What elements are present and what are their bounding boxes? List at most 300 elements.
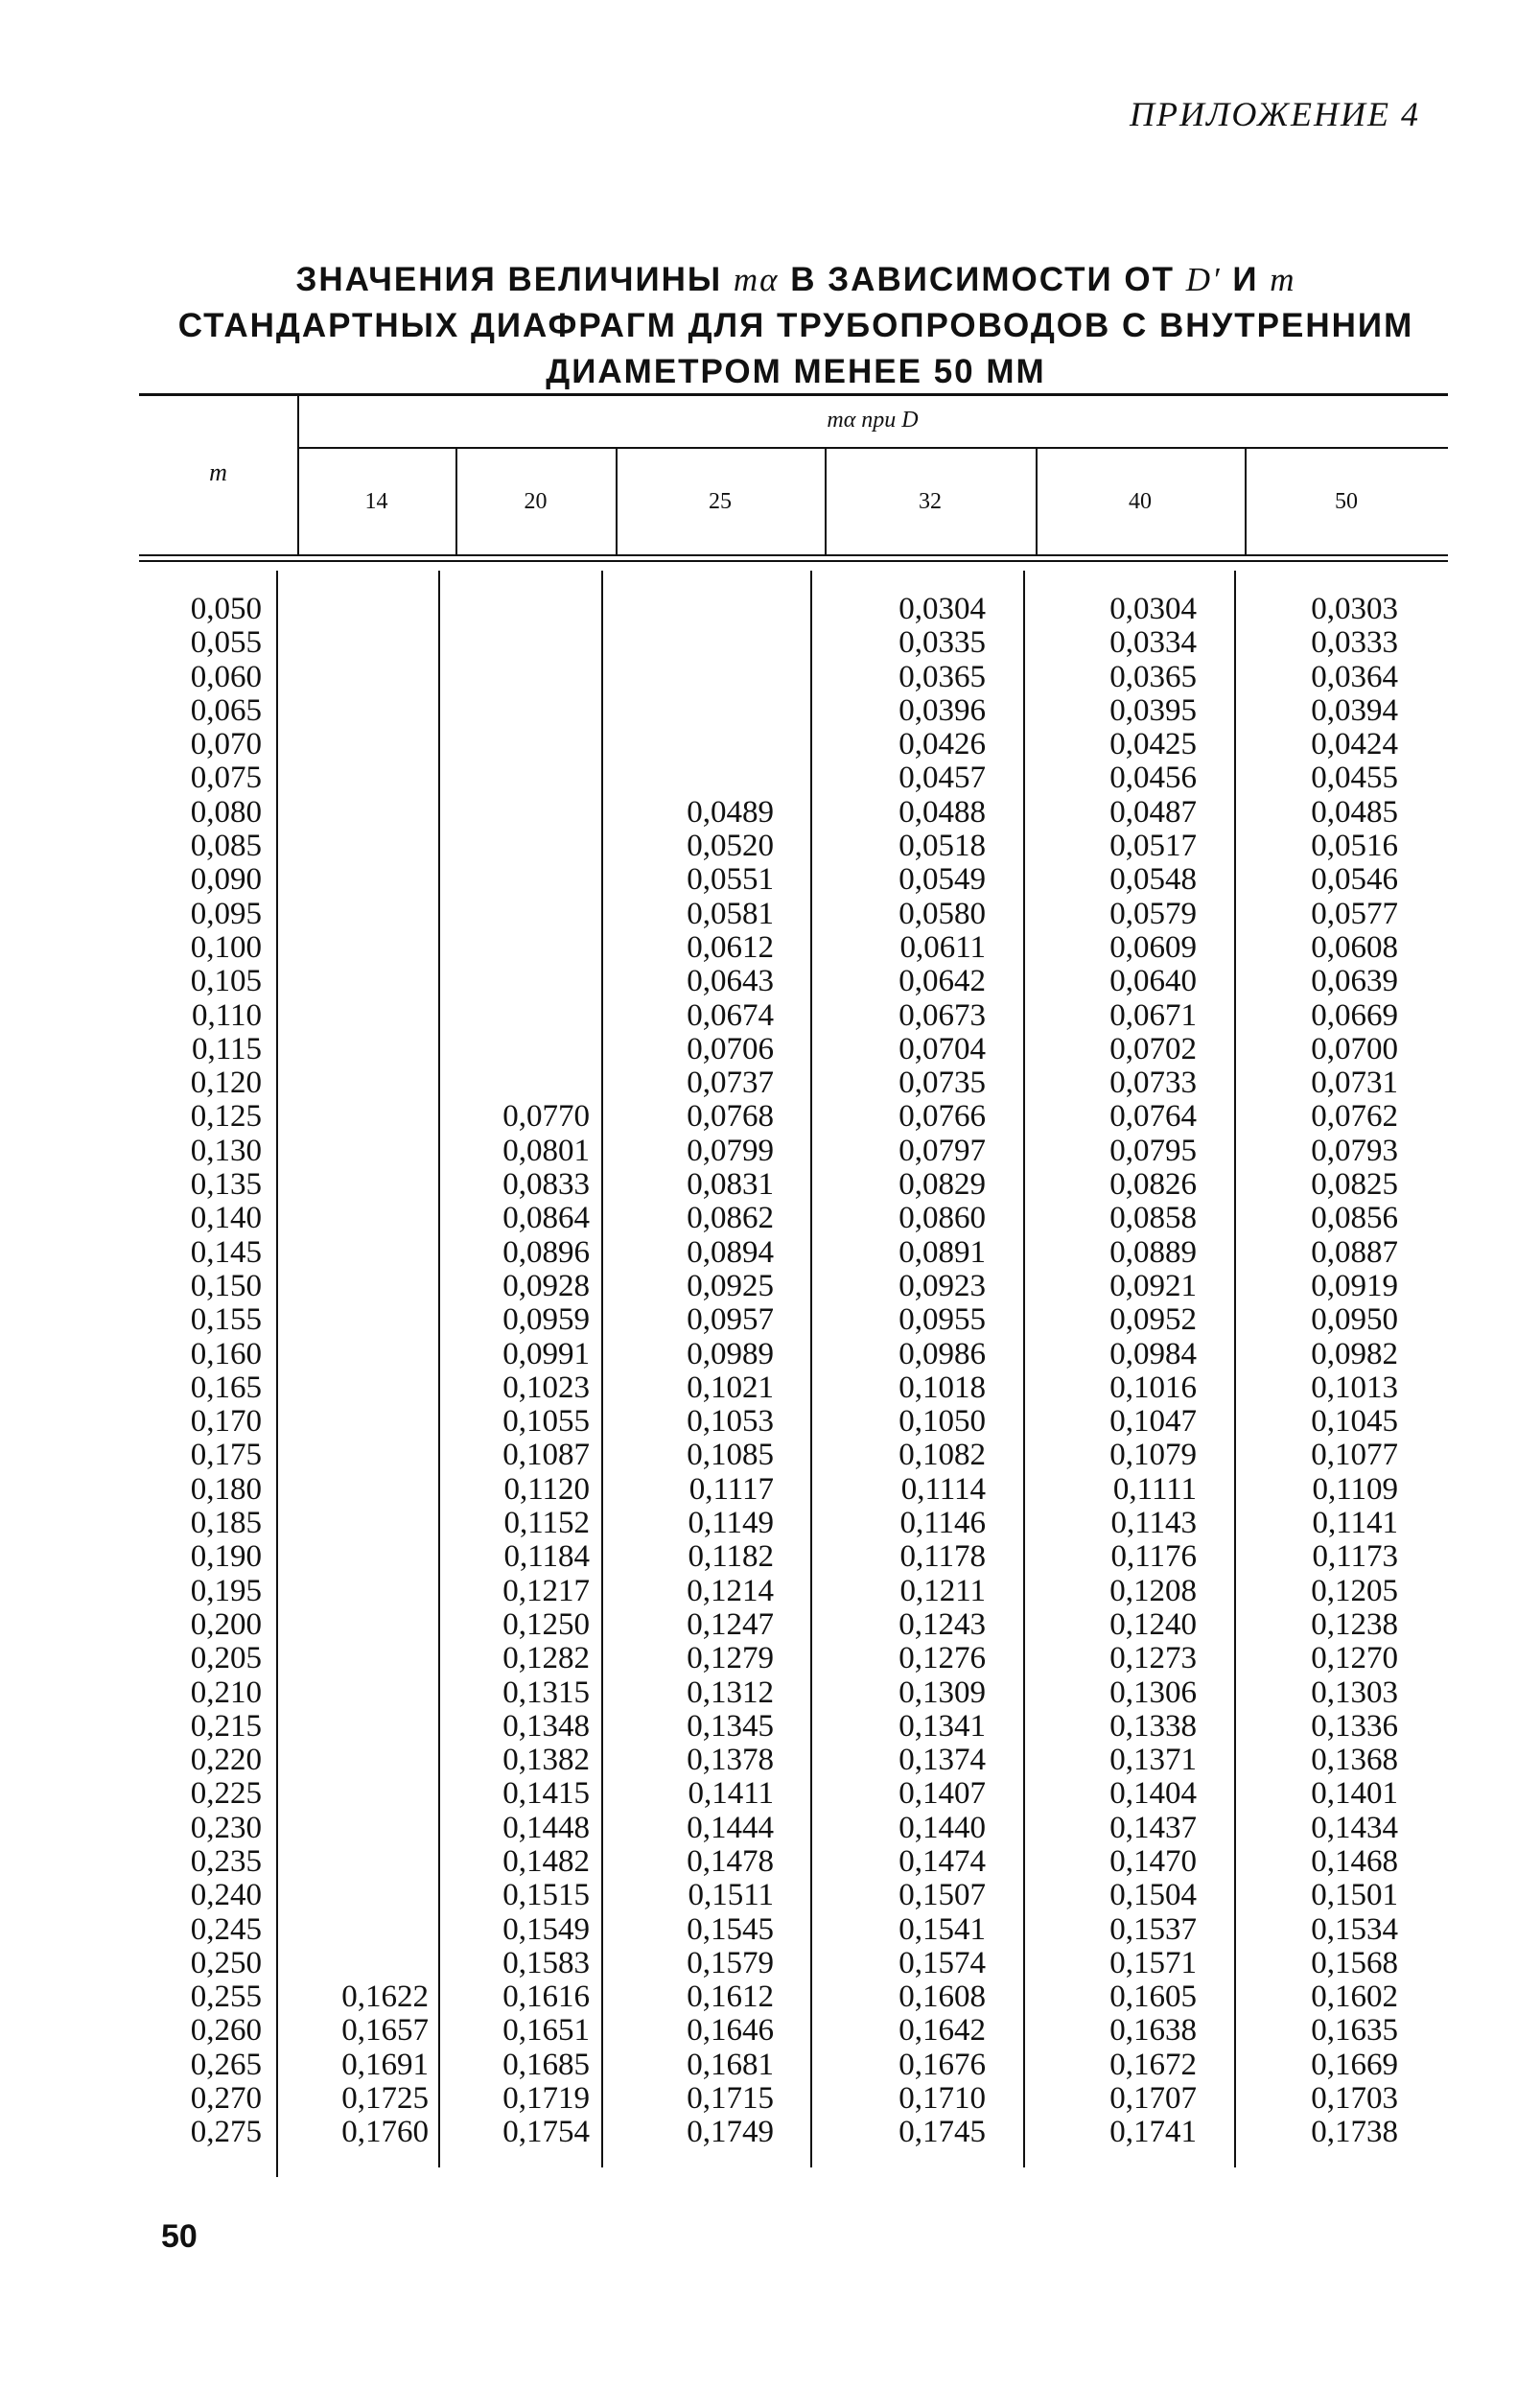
table-cell: 0,1146 (899, 1506, 986, 1541)
column-header-32: 32 (919, 489, 942, 514)
table-cell: 0,0735 (898, 1066, 986, 1101)
table-cell: 0,1211 (899, 1573, 986, 1608)
table-cell (304, 728, 429, 761)
table-cell: 0,215 (190, 1708, 262, 1744)
table-cell: 0,0737 (687, 1066, 774, 1101)
table-cell: 0,1760 (341, 2115, 429, 2150)
table-cell: 0,0955 (898, 1302, 986, 1338)
table-cell (304, 1135, 429, 1168)
table-cell: 0,1482 (502, 1843, 590, 1879)
column-14 (304, 593, 429, 2150)
table-cell: 0,1691 (341, 2047, 429, 2082)
data-table (139, 393, 1448, 2177)
table-cell: 0,0577 (1311, 896, 1398, 931)
table-cell (460, 626, 590, 660)
table-cell (623, 593, 774, 626)
table-cell: 0,0959 (502, 1302, 590, 1338)
table-cell: 0,0700 (1311, 1031, 1398, 1066)
table-cell: 0,1537 (1109, 1911, 1197, 1947)
table-cell: 0,1053 (687, 1404, 774, 1440)
table-cell: 0,115 (191, 1031, 262, 1066)
table-cell: 0,0489 (687, 794, 774, 830)
table-cell: 0,1725 (341, 2081, 429, 2117)
table-cell: 0,0365 (1109, 659, 1197, 694)
table-cell (623, 661, 774, 694)
table-cell: 0,0793 (1311, 1133, 1398, 1168)
table-cell: 0,1622 (341, 1979, 429, 2015)
table-cell: 0,1282 (502, 1641, 590, 1676)
table-cell (304, 1033, 429, 1066)
table-cell (304, 1100, 429, 1134)
table-cell: 0,1707 (1109, 2081, 1197, 2117)
table-cell: 0,0639 (1311, 964, 1398, 999)
table-cell (304, 1710, 429, 1744)
table-cell: 0,1306 (1109, 1675, 1197, 1710)
body-divider (438, 571, 440, 2167)
table-cell: 0,1050 (898, 1404, 986, 1440)
table-cell (460, 1033, 590, 1066)
table-cell: 0,1754 (502, 2115, 590, 2150)
table-cell: 0,0925 (687, 1268, 774, 1303)
table-cell: 0,1315 (502, 1675, 590, 1710)
table-cell (460, 863, 590, 897)
table-cell: 0,1407 (898, 1776, 986, 1812)
table-cell: 0,0889 (1109, 1234, 1197, 1270)
column-25 (623, 593, 774, 2150)
table-cell: 0,1217 (502, 1573, 590, 1608)
table-cell: 0,0989 (687, 1336, 774, 1371)
table-cell: 0,1642 (898, 2013, 986, 2049)
table-cell: 0,1018 (898, 1370, 986, 1405)
table-cell: 0,0797 (898, 1133, 986, 1168)
table-cell: 0,1583 (502, 1945, 590, 1980)
table-cell: 0,0950 (1311, 1302, 1398, 1338)
table-cell: 0,1515 (502, 1878, 590, 1913)
table-cell: 0,0609 (1109, 929, 1197, 965)
table-cell: 0,1646 (687, 2013, 774, 2049)
table-cell: 0,1149 (688, 1506, 774, 1541)
table-cell (304, 965, 429, 998)
table-cell: 0,0333 (1311, 625, 1398, 661)
table-cell: 0,1378 (687, 1743, 774, 1778)
table-cell (460, 728, 590, 761)
table-cell: 0,1016 (1109, 1370, 1197, 1405)
table-cell (304, 931, 429, 965)
table-cell: 0,0919 (1311, 1268, 1398, 1303)
table-cell: 0,1371 (1109, 1743, 1197, 1778)
table-cell (304, 1845, 429, 1879)
table-cell: 0,0551 (687, 862, 774, 898)
table-cell (304, 999, 429, 1033)
table-cell: 0,1411 (688, 1776, 774, 1812)
column-header-14: 14 (364, 489, 388, 514)
table-cell: 0,1345 (687, 1708, 774, 1744)
table-cell: 0,135 (190, 1167, 262, 1203)
table-cell: 0,210 (190, 1675, 262, 1710)
table-cell: 0,1055 (502, 1404, 590, 1440)
table-cell (304, 1236, 429, 1270)
table-cell: 0,050 (190, 592, 262, 626)
table-cell (304, 1608, 429, 1642)
table-cell: 0,0548 (1109, 862, 1197, 898)
table-cell (304, 1338, 429, 1371)
table-cell (623, 626, 774, 660)
table-cell: 0,0581 (687, 896, 774, 931)
table-cell: 0,1143 (1110, 1506, 1197, 1541)
table-cell: 0,1470 (1109, 1843, 1197, 1879)
table-cell: 0,1214 (687, 1573, 774, 1608)
table-cell: 0,0826 (1109, 1167, 1197, 1203)
title-line-2: СТАНДАРТНЫХ ДИАФРАГМ ДЛЯ ТРУБОПРОВОДОВ С ВНУТРЕННИМ (177, 307, 1414, 344)
table-cell: 0,170 (190, 1404, 262, 1440)
table-cell (304, 694, 429, 728)
table-cell: 0,1250 (502, 1606, 590, 1642)
table-cell: 0,0612 (687, 929, 774, 965)
table-cell: 0,0706 (687, 1031, 774, 1066)
table-cell: 0,185 (190, 1506, 262, 1541)
table-cell: 0,100 (190, 929, 262, 965)
table-cell: 0,1440 (898, 1810, 986, 1845)
table-cell: 0,235 (190, 1843, 262, 1879)
table-cell (304, 1507, 429, 1540)
table-cell: 0,0991 (502, 1336, 590, 1371)
table-cell (460, 1066, 590, 1100)
table-cell: 0,1109 (1312, 1471, 1398, 1507)
table-cell: 0,130 (190, 1133, 262, 1168)
table-cell (304, 863, 429, 897)
table-cell: 0,0643 (687, 964, 774, 999)
table-cell: 0,085 (190, 829, 262, 864)
body-divider (601, 571, 603, 2167)
table-cell: 0,095 (190, 896, 262, 931)
group-header-rule (297, 447, 1448, 449)
table-cell: 0,0669 (1311, 997, 1398, 1033)
table-cell: 0,0364 (1311, 659, 1398, 694)
table-cell: 0,260 (190, 2013, 262, 2049)
table-cell: 0,1173 (1312, 1539, 1398, 1575)
table-cell: 0,1738 (1311, 2115, 1398, 2150)
table-cell (304, 1642, 429, 1675)
column-20 (460, 593, 590, 2150)
table-cell: 0,0395 (1109, 692, 1197, 728)
column-40 (1045, 593, 1197, 2150)
table-cell: 0,0928 (502, 1268, 590, 1303)
table-cell: 0,1013 (1311, 1370, 1398, 1405)
table-cell: 0,0485 (1311, 794, 1398, 830)
table-cell: 0,0862 (687, 1201, 774, 1236)
column-m (149, 593, 262, 2150)
table-cell: 0,075 (190, 761, 262, 796)
table-cell: 0,0426 (898, 727, 986, 762)
table-cell: 0,1448 (502, 1810, 590, 1845)
table-cell: 0,0952 (1109, 1302, 1197, 1338)
table-cell: 0,120 (190, 1066, 262, 1101)
table-cell (304, 1066, 429, 1100)
group-header: mα при D (827, 408, 919, 433)
table-cell: 0,1568 (1311, 1945, 1398, 1980)
table-cell: 0,090 (190, 862, 262, 898)
table-cell: 0,0671 (1109, 997, 1197, 1033)
table-cell: 0,140 (190, 1201, 262, 1236)
table-cell (304, 661, 429, 694)
table-cell: 0,0894 (687, 1234, 774, 1270)
table-cell: 0,1504 (1109, 1878, 1197, 1913)
table-cell: 0,0516 (1311, 829, 1398, 864)
body-divider (276, 571, 278, 2177)
table-cell: 0,1184 (503, 1539, 590, 1575)
table-cell: 0,150 (190, 1268, 262, 1303)
table-cell: 0,1612 (687, 1979, 774, 2015)
table-cell: 0,065 (190, 692, 262, 728)
table-cell: 0,0549 (898, 862, 986, 898)
table-cell: 0,0394 (1311, 692, 1398, 728)
row-header-m: m (209, 458, 227, 486)
table-cell: 0,1474 (898, 1843, 986, 1879)
table-cell: 0,0984 (1109, 1336, 1197, 1371)
table-cell: 0,1541 (898, 1911, 986, 1947)
table-cell: 0,1749 (687, 2115, 774, 2150)
table-cell (304, 1777, 429, 1811)
table-cell: 0,1087 (502, 1438, 590, 1473)
table-cell: 0,0608 (1311, 929, 1398, 965)
table-cell (623, 728, 774, 761)
column-header-20: 20 (524, 489, 548, 514)
table-cell: 0,1111 (1112, 1471, 1197, 1507)
table-cell: 0,1638 (1109, 2013, 1197, 2049)
table-cell (304, 1879, 429, 1912)
table-cell: 0,105 (190, 964, 262, 999)
table-cell: 0,1672 (1109, 2047, 1197, 2082)
table-cell: 0,1511 (688, 1878, 774, 1913)
table-cell: 0,1341 (898, 1708, 986, 1744)
table-cell: 0,0766 (898, 1099, 986, 1135)
table-cell: 0,0456 (1109, 761, 1197, 796)
table-cell: 0,1434 (1311, 1810, 1398, 1845)
table-cell: 0,0801 (502, 1133, 590, 1168)
table-cell: 0,0518 (898, 829, 986, 864)
table-cell (304, 1812, 429, 1845)
table-cell: 0,180 (190, 1471, 262, 1507)
table-cell: 0,0674 (687, 997, 774, 1033)
table-cell: 0,0858 (1109, 1201, 1197, 1236)
table-cell: 0,0304 (1109, 592, 1197, 626)
table-cell: 0,0829 (898, 1167, 986, 1203)
table-cell: 0,1657 (341, 2013, 429, 2049)
table-cell: 0,1719 (502, 2081, 590, 2117)
table-cell: 0,1021 (687, 1370, 774, 1405)
table-cell: 0,1120 (503, 1471, 590, 1507)
table-cell: 0,0425 (1109, 727, 1197, 762)
table-cell: 0,0799 (687, 1133, 774, 1168)
table-cell: 0,1478 (687, 1843, 774, 1879)
table-cell: 0,0303 (1311, 592, 1398, 626)
table-cell: 0,0982 (1311, 1336, 1398, 1371)
table-cell: 0,1205 (1311, 1573, 1398, 1608)
table-cell: 0,1574 (898, 1945, 986, 1980)
table-cell: 0,1312 (687, 1675, 774, 1710)
table-cell (304, 1575, 429, 1608)
table-cell: 0,1635 (1311, 2013, 1398, 2049)
table-cell: 0,0611 (899, 929, 986, 965)
table-cell: 0,195 (190, 1573, 262, 1608)
table-cell: 0,1243 (898, 1606, 986, 1642)
table-cell: 0,1608 (898, 1979, 986, 2015)
table-cell: 0,1374 (898, 1743, 986, 1778)
table-cell: 0,1047 (1109, 1404, 1197, 1440)
table-cell: 0,125 (190, 1099, 262, 1135)
table-cell: 0,1208 (1109, 1573, 1197, 1608)
table-cell: 0,0424 (1311, 727, 1398, 762)
table-cell: 0,0762 (1311, 1099, 1398, 1135)
table-cell: 0,1616 (502, 1979, 590, 2015)
table-cell: 0,0896 (502, 1234, 590, 1270)
table-cell (304, 796, 429, 830)
table-cell: 0,060 (190, 659, 262, 694)
column-50 (1254, 593, 1398, 2150)
table-cell: 0,0704 (898, 1031, 986, 1066)
table-cell: 0,1579 (687, 1945, 774, 1980)
table-cell (304, 626, 429, 660)
table-cell (460, 898, 590, 931)
table-cell: 0,1079 (1109, 1438, 1197, 1473)
table-cell: 0,175 (190, 1438, 262, 1473)
table-cell (304, 761, 429, 795)
table-cell (460, 796, 590, 830)
table-cell: 0,1178 (899, 1539, 986, 1575)
table-cell: 0,0487 (1109, 794, 1197, 830)
table-cell: 0,0580 (898, 896, 986, 931)
table-cell (460, 830, 590, 863)
table-cell: 0,1273 (1109, 1641, 1197, 1676)
table-cell: 0,1745 (898, 2115, 986, 2150)
table-cell: 0,1117 (688, 1471, 774, 1507)
table-cell: 0,0864 (502, 1201, 590, 1236)
table-cell: 0,110 (191, 997, 262, 1033)
table-cell: 0,1401 (1311, 1776, 1398, 1812)
table-cell: 0,1182 (688, 1539, 774, 1575)
table-cell: 0,0520 (687, 829, 774, 864)
table-cell: 0,1534 (1311, 1911, 1398, 1947)
column-header-40: 40 (1129, 489, 1152, 514)
table-cell (304, 1744, 429, 1777)
table-cell: 0,0825 (1311, 1167, 1398, 1203)
table-cell (304, 1473, 429, 1507)
table-cell (304, 1676, 429, 1710)
table-cell: 0,1703 (1311, 2081, 1398, 2117)
table-cell: 0,0335 (898, 625, 986, 661)
column-header-50: 50 (1335, 489, 1358, 514)
table-cell (304, 1540, 429, 1574)
page-number: 50 (161, 2218, 198, 2255)
table-cell: 0,200 (190, 1606, 262, 1642)
appendix-label: ПРИЛОЖЕНИЕ 4 (1130, 95, 1420, 133)
table-cell: 0,265 (190, 2047, 262, 2082)
title-line-3: ДИАМЕТРОМ МЕНЕЕ 50 ММ (546, 353, 1046, 390)
table-cell: 0,0768 (687, 1099, 774, 1135)
table-cell: 0,1669 (1311, 2047, 1398, 2082)
table-cell (304, 1405, 429, 1439)
table-cell: 0,1437 (1109, 1810, 1197, 1845)
table-cell (460, 761, 590, 795)
table-cell: 0,145 (190, 1234, 262, 1270)
table-cell: 0,0457 (898, 761, 986, 796)
table-cell: 0,1303 (1311, 1675, 1398, 1710)
table-cell: 0,230 (190, 1810, 262, 1845)
header-bottom-rule-2 (139, 560, 1448, 562)
table-top-rule (139, 393, 1448, 396)
table-cell (304, 1168, 429, 1202)
table-cell (623, 694, 774, 728)
table-cell: 0,1348 (502, 1708, 590, 1744)
table-cell: 0,0733 (1109, 1066, 1197, 1101)
table-cell: 0,0795 (1109, 1133, 1197, 1168)
table-cell: 0,0764 (1109, 1099, 1197, 1135)
table-cell: 0,165 (190, 1370, 262, 1405)
table-cell: 0,1240 (1109, 1606, 1197, 1642)
table-cell (460, 661, 590, 694)
table-cell: 0,1444 (687, 1810, 774, 1845)
body-divider (1234, 571, 1236, 2167)
table-cell: 0,1114 (900, 1471, 986, 1507)
table-cell: 0,1545 (687, 1911, 774, 1947)
body-divider (810, 571, 812, 2167)
table-cell: 0,1279 (687, 1641, 774, 1676)
table-cell: 0,240 (190, 1878, 262, 1913)
table-cell (304, 1202, 429, 1235)
table-cell: 0,1571 (1109, 1945, 1197, 1980)
table-cell (460, 965, 590, 998)
table-cell: 0,0887 (1311, 1234, 1398, 1270)
table-cell: 0,0304 (898, 592, 986, 626)
table-cell: 0,0923 (898, 1268, 986, 1303)
table-cell: 0,1710 (898, 2081, 986, 2117)
table-cell: 0,245 (190, 1911, 262, 1947)
table-cell (304, 1439, 429, 1472)
table-cell (623, 761, 774, 795)
table-cell: 0,0731 (1311, 1066, 1398, 1101)
table-cell: 0,1685 (502, 2047, 590, 2082)
table-cell: 0,1270 (1311, 1641, 1398, 1676)
table-cell: 0,1602 (1311, 1979, 1398, 2015)
table-cell: 0,1507 (898, 1878, 986, 1913)
table-cell: 0,270 (190, 2081, 262, 2117)
table-cell (460, 694, 590, 728)
table-cell: 0,1681 (687, 2047, 774, 2082)
column-32 (834, 593, 986, 2150)
table-cell: 0,0517 (1109, 829, 1197, 864)
table-cell: 0,070 (190, 727, 262, 762)
table-title (134, 257, 1458, 395)
table-cell: 0,225 (190, 1776, 262, 1812)
table-cell: 0,1082 (898, 1438, 986, 1473)
table-cell: 0,1404 (1109, 1776, 1197, 1812)
table-cell: 0,0334 (1109, 625, 1197, 661)
table-cell: 0,0488 (898, 794, 986, 830)
table-cell: 0,1368 (1311, 1743, 1398, 1778)
table-cell: 0,1501 (1311, 1878, 1398, 1913)
table-cell: 0,205 (190, 1641, 262, 1676)
table-cell: 0,0702 (1109, 1031, 1197, 1066)
table-cell: 0,0673 (898, 997, 986, 1033)
table-cell (304, 593, 429, 626)
table-cell (460, 931, 590, 965)
table-cell: 0,1141 (1312, 1506, 1398, 1541)
table-cell (460, 593, 590, 626)
table-cell: 0,0856 (1311, 1201, 1398, 1236)
table-cell (304, 1913, 429, 1947)
table-cell: 0,1276 (898, 1641, 986, 1676)
table-cell: 0,0833 (502, 1167, 590, 1203)
